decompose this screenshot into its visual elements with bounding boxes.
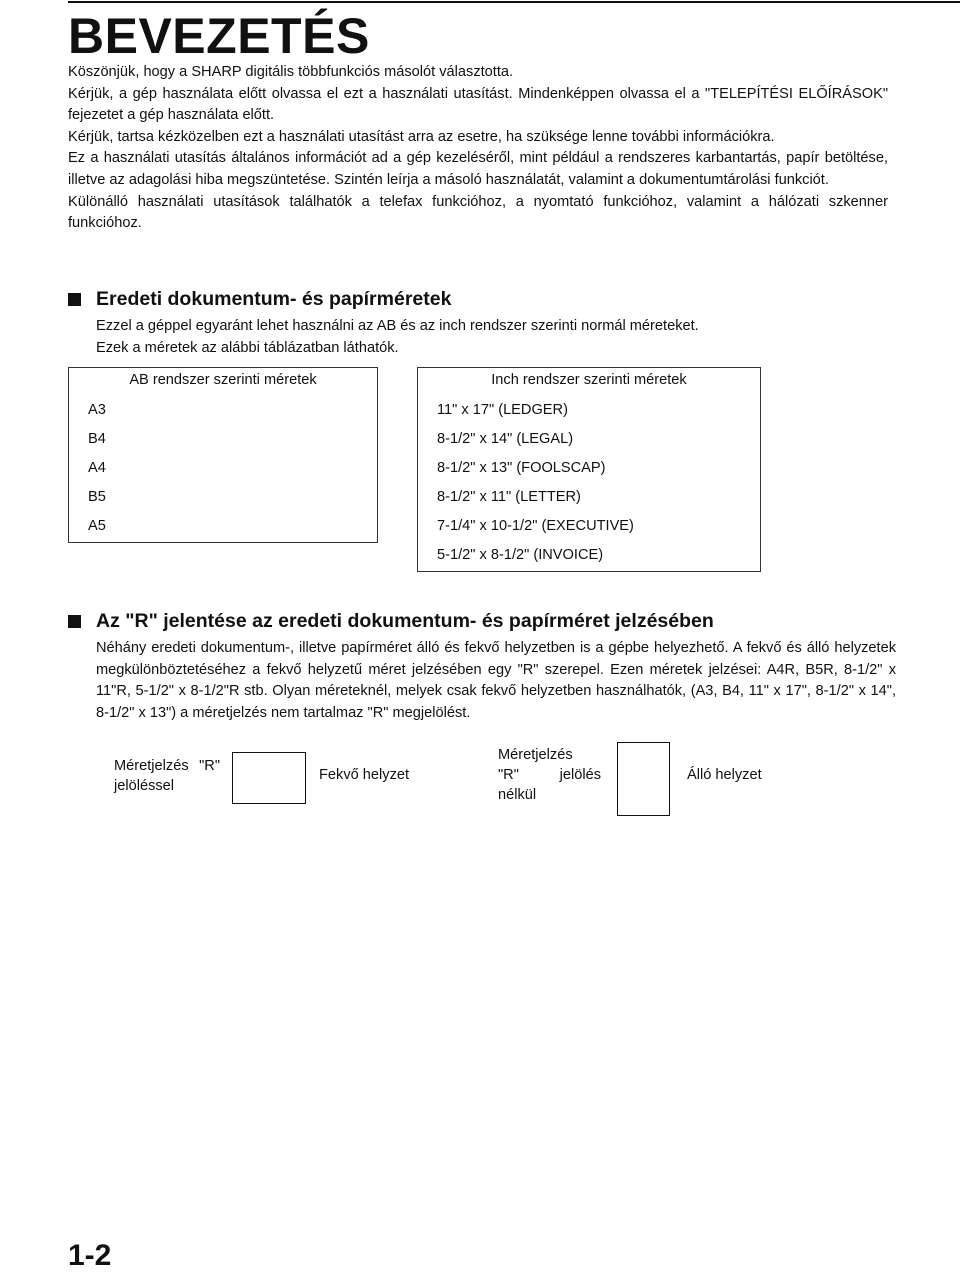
landscape-rectangle — [232, 752, 306, 804]
label-with-r-word: Méretjelzés — [114, 758, 189, 774]
section-heading-r-meaning-text: Az "R" jelentése az eredeti dokumentum- és papírméret jelzésében — [96, 610, 714, 632]
square-bullet-icon — [68, 293, 81, 306]
label-with-r-letter: "R" — [199, 758, 220, 774]
inch-size-cell: 11" x 17" (LEDGER) — [437, 402, 568, 418]
page-title: BEVEZETÉS — [68, 8, 370, 64]
inch-table-header: Inch rendszer szerinti méretek — [491, 372, 687, 388]
ab-size-cell: A4 — [88, 460, 106, 476]
label-with-r — [114, 756, 220, 796]
inch-size-table — [417, 367, 761, 572]
sizes-paragraph-2: Ezek a méretek az alábbi táblázatban láthatók. — [96, 339, 399, 356]
portrait-label: Álló helyzet — [687, 767, 762, 783]
intro-paragraph-5: Különálló használati utasítások találhatók a telefax funkcióhoz, a nyomtató funkcióhoz, valamint a hálózati szkenner funkcióhoz. — [68, 193, 888, 232]
portrait-rectangle — [617, 742, 670, 816]
r-meaning-paragraph: Néhány eredeti dokumentum-, illetve papírméret álló és fekvő helyzetben is a gépbe helyezhető. A fekvő és álló helyzetek megkülönböztetéséhez a fekvő helyzetű méret jelzésében egy "R" szerepel. Ezen méretek jelzései: A4R, B5R, 8-1/2" x 11"R, 5-1/2" x 8-1/2"R stb. Olyan méreteknél, melyek csak fekvő helyzetben használhatók, (A3, B4, 11" x 17", 8-1/2" x 14", 8-1/2" x 13") a méretjelzés nem tartalmaz "R" megjelölést. — [96, 640, 896, 721]
label-without-r-word: jelölés — [559, 767, 601, 783]
ab-size-cell: A3 — [88, 402, 106, 418]
r-meaning-description — [96, 638, 896, 724]
intro-paragraph-1: Köszönjük, hogy a SHARP digitális többfunkciós másolót választotta. — [68, 64, 514, 80]
section-heading-sizes — [68, 287, 451, 311]
square-bullet-icon — [68, 615, 81, 628]
inch-size-cell: 7-1/4" x 10-1/2" (EXECUTIVE) — [437, 518, 634, 534]
inch-size-cell: 8-1/2" x 14" (LEGAL) — [437, 431, 574, 447]
section-heading-sizes-text: Eredeti dokumentum- és papírméretek — [96, 288, 452, 310]
sizes-description — [96, 316, 896, 359]
section-heading-r-meaning — [68, 609, 714, 633]
intro-paragraph-2: Kérjük, a gép használata előtt olvassa el ezt a használati utasítást. Mindenképpen olvassa el a "TELEPÍTÉSI ELŐÍRÁSOK" fejezetet a gép használata előtt. — [68, 85, 888, 124]
top-rule — [68, 1, 960, 3]
label-without-r-letter: "R" — [498, 767, 519, 783]
intro-paragraph-4: Ez a használati utasítás általános információt ad a gép kezeléséről, mint például a rendszeres karbantartás, papír betöltése, illetve az adagolási hiba megszüntetése. Szintén leírja a másoló használatát, valamint a dokumentumtárolási funkciót. — [68, 150, 888, 188]
ab-size-cell: B5 — [88, 489, 106, 505]
inch-size-cell: 8-1/2" x 13" (FOOLSCAP) — [437, 460, 606, 476]
intro-paragraph-3: Kérjük, tartsa kézközelben ezt a használati utasítást arra az esetre, ha szüksége lenne további információkra. — [68, 128, 775, 145]
label-without-r-line3: nélkül — [498, 787, 537, 803]
page-number: 1-2 — [68, 1239, 112, 1272]
ab-size-cell: B4 — [88, 431, 106, 447]
inch-size-cell: 5-1/2" x 8-1/2" (INVOICE) — [437, 547, 604, 563]
landscape-label: Fekvő helyzet — [319, 767, 410, 783]
label-with-r-line2: jelöléssel — [114, 778, 175, 794]
label-without-r-line1: Méretjelzés — [498, 747, 573, 763]
ab-size-cell: A5 — [88, 518, 106, 534]
ab-size-table — [68, 367, 378, 543]
intro-text — [68, 62, 888, 235]
sizes-paragraph-1: Ezzel a géppel egyaránt lehet használni az AB és az inch rendszer szerinti normál méreteket. — [96, 318, 699, 334]
ab-table-header: AB rendszer szerinti méretek — [129, 372, 317, 388]
label-without-r — [498, 745, 601, 805]
inch-size-cell: 8-1/2" x 11" (LETTER) — [437, 489, 581, 505]
